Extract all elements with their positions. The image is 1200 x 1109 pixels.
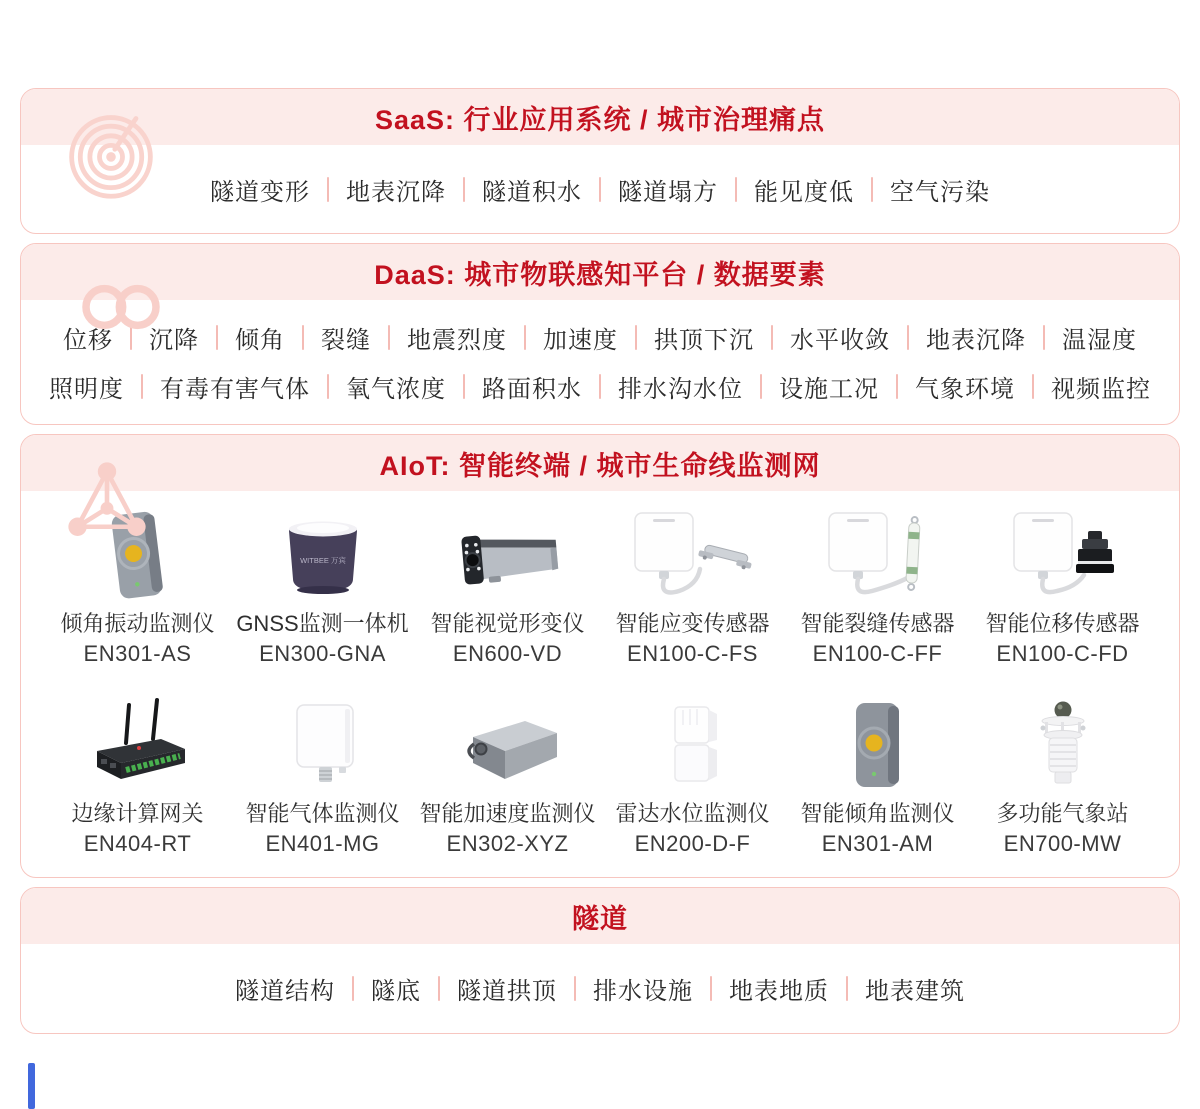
tunnel-item: 地表地质 — [729, 978, 829, 1005]
radar-water-level-image — [600, 693, 785, 795]
aiot-product-row-2 — [21, 693, 1179, 859]
item-separator — [735, 177, 737, 202]
tunnel-item: 隧道结构 — [235, 978, 335, 1005]
product-model: EN401-MG — [265, 831, 380, 856]
item-separator — [760, 374, 762, 399]
vision-deformation-camera-image — [415, 503, 600, 605]
product-card — [415, 693, 600, 859]
product-name: 智能视觉形变仪 — [430, 611, 585, 636]
saas-item: 空气污染 — [890, 178, 990, 206]
item-separator — [327, 177, 329, 202]
item-separator — [710, 976, 712, 1001]
product-model: EN100-C-FS — [627, 641, 758, 666]
blue-indicator-bar — [28, 1063, 35, 1109]
product-name: 智能加速度监测仪 — [419, 801, 596, 826]
product-card — [970, 693, 1155, 859]
item-separator — [352, 976, 354, 1001]
daas-item: 水平收敛 — [790, 327, 890, 354]
item-separator — [599, 177, 601, 202]
product-model: EN100-C-FD — [996, 641, 1129, 666]
edge-gateway-image — [45, 693, 230, 795]
weather-station-image — [970, 693, 1155, 795]
item-separator — [771, 325, 773, 350]
daas-item: 沉降 — [149, 327, 199, 354]
daas-item: 有毒有害气体 — [160, 376, 310, 403]
product-model: EN404-RT — [83, 831, 192, 856]
item-separator — [907, 325, 909, 350]
product-model: EN301-AS — [83, 641, 192, 666]
product-card — [230, 503, 415, 669]
saas-title: SaaS: 行业应用系统 / 城市治理痛点 — [374, 104, 826, 135]
daas-items-row-1 — [21, 320, 1179, 355]
item-separator — [388, 325, 390, 350]
product-name: 多功能气象站 — [996, 801, 1129, 826]
tunnel-title: 隧道 — [572, 903, 628, 934]
product-model: EN700-MW — [1003, 831, 1122, 856]
section-saas — [20, 88, 1180, 234]
tunnel-item: 隧底 — [371, 978, 421, 1005]
tilt-vibration-monitor-image — [45, 503, 230, 605]
item-separator — [635, 325, 637, 350]
section-aiot — [20, 434, 1180, 878]
daas-title: DaaS: 城市物联感知平台 / 数据要素 — [374, 259, 826, 290]
item-separator — [574, 976, 576, 1001]
product-name: GNSS监测一体机 — [236, 611, 409, 636]
product-card — [45, 693, 230, 859]
section-tunnel — [20, 887, 1180, 1034]
product-model: EN302-XYZ — [446, 831, 569, 856]
item-separator — [599, 374, 601, 399]
item-separator — [216, 325, 218, 350]
saas-item: 能见度低 — [754, 178, 854, 206]
product-name: 边缘计算网关 — [71, 801, 204, 826]
saas-header — [21, 89, 1179, 145]
item-separator — [846, 976, 848, 1001]
tilt-monitor-image — [785, 693, 970, 795]
item-separator — [130, 325, 132, 350]
tunnel-body — [21, 944, 1179, 1033]
tunnel-items-row — [235, 971, 965, 1006]
product-card — [600, 693, 785, 859]
daas-header — [21, 244, 1179, 300]
daas-item: 位移 — [63, 327, 113, 354]
product-name: 智能位移传感器 — [985, 611, 1140, 636]
displacement-sensor-image — [970, 503, 1155, 605]
product-card — [785, 693, 970, 859]
product-name: 智能倾角监测仪 — [800, 801, 955, 826]
daas-item: 排水沟水位 — [618, 376, 743, 403]
product-model: EN200-D-F — [634, 831, 751, 856]
product-card — [230, 693, 415, 859]
item-separator — [302, 325, 304, 350]
crack-sensor-image — [785, 503, 970, 605]
daas-item: 倾角 — [235, 327, 285, 354]
saas-body — [21, 145, 1179, 233]
gas-monitor-image — [230, 693, 415, 795]
strain-sensor-image — [600, 503, 785, 605]
item-separator — [463, 374, 465, 399]
saas-item: 隧道变形 — [210, 178, 310, 206]
aiot-body — [21, 491, 1179, 877]
product-name: 智能气体监测仪 — [245, 801, 400, 826]
product-card — [45, 503, 230, 669]
acceleration-monitor-image — [415, 693, 600, 795]
daas-item: 地震烈度 — [407, 327, 507, 354]
product-card — [970, 503, 1155, 669]
saas-item: 隧道塌方 — [618, 178, 718, 206]
item-separator — [141, 374, 143, 399]
product-card — [415, 503, 600, 669]
item-separator — [896, 374, 898, 399]
daas-item: 地表沉降 — [926, 327, 1026, 354]
daas-item: 拱顶下沉 — [654, 327, 754, 354]
gnss-monitor-image — [230, 503, 415, 605]
product-model: EN600-VD — [452, 641, 563, 666]
daas-item: 路面积水 — [482, 376, 582, 403]
product-model: EN100-C-FF — [812, 641, 943, 666]
tunnel-item: 排水设施 — [593, 978, 693, 1005]
product-card — [785, 503, 970, 669]
daas-item: 气象环境 — [915, 376, 1015, 403]
saas-item: 隧道积水 — [482, 178, 582, 206]
daas-item: 温湿度 — [1062, 327, 1137, 354]
saas-items-row — [210, 172, 990, 207]
section-daas — [20, 243, 1180, 425]
device-brand-label: WITBEE 万宾 — [299, 556, 346, 565]
daas-body — [21, 300, 1179, 424]
tunnel-item: 隧道拱顶 — [457, 978, 557, 1005]
aiot-header — [21, 435, 1179, 491]
product-name: 倾角振动监测仪 — [60, 611, 215, 636]
product-name: 智能应变传感器 — [615, 611, 770, 636]
item-separator — [438, 976, 440, 1001]
item-separator — [524, 325, 526, 350]
item-separator — [1032, 374, 1034, 399]
item-separator — [463, 177, 465, 202]
product-model: EN301-AM — [821, 831, 934, 856]
daas-item: 照明度 — [49, 376, 124, 403]
aiot-title: AIoT: 智能终端 / 城市生命线监测网 — [379, 450, 821, 481]
product-card — [600, 503, 785, 669]
product-name: 雷达水位监测仪 — [615, 801, 770, 826]
item-separator — [327, 374, 329, 399]
aiot-product-row-1 — [21, 503, 1179, 669]
daas-item: 设施工况 — [779, 376, 879, 403]
tunnel-header — [21, 888, 1179, 944]
product-model: EN300-GNA — [259, 641, 386, 666]
daas-item: 加速度 — [543, 327, 618, 354]
product-name: 智能裂缝传感器 — [800, 611, 955, 636]
tunnel-item: 地表建筑 — [865, 978, 965, 1005]
daas-item: 裂缝 — [321, 327, 371, 354]
daas-item: 视频监控 — [1051, 376, 1151, 403]
daas-items-row-2 — [21, 369, 1179, 404]
saas-item: 地表沉降 — [346, 178, 446, 206]
daas-item: 氧气浓度 — [346, 376, 446, 403]
item-separator — [1043, 325, 1045, 350]
item-separator — [871, 177, 873, 202]
